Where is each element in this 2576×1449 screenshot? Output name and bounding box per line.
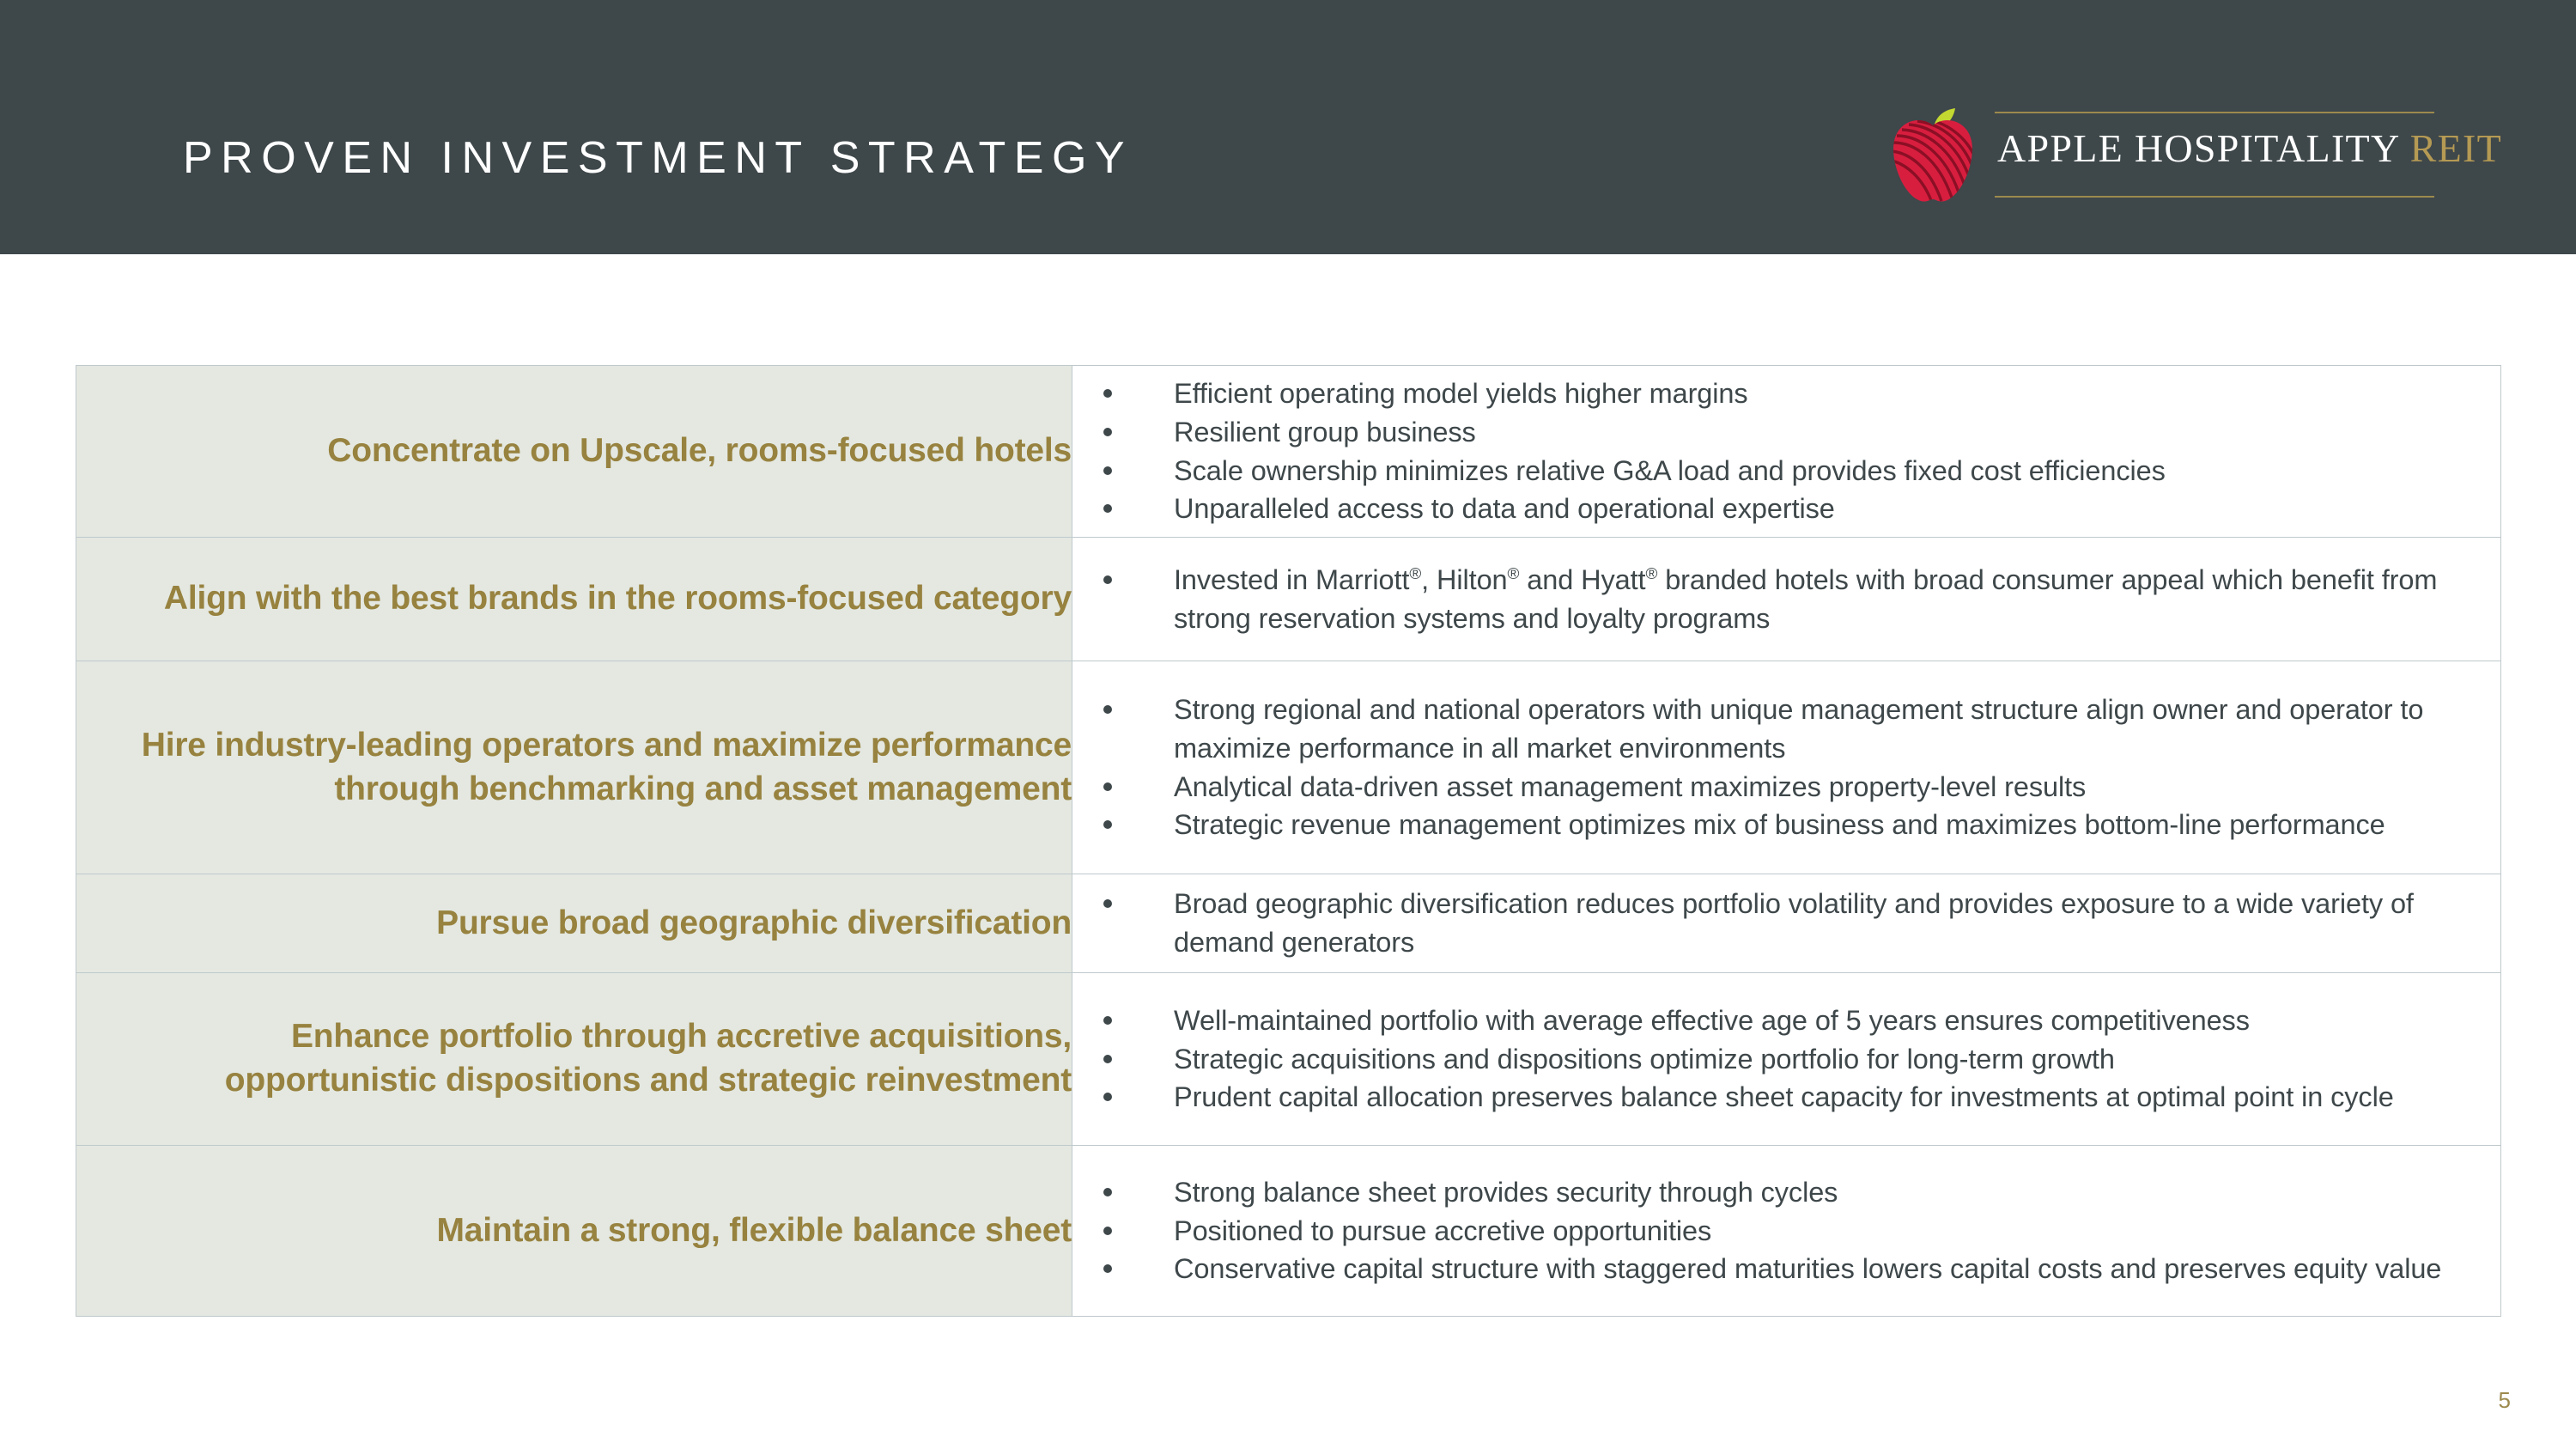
table-row [76,661,2501,874]
list-item: Unparalleled access to data and operational expertise [1072,490,2500,528]
strategy-label: Concentrate on Upscale, rooms-focused hotels [327,432,1072,470]
list-item: Strategic revenue management optimizes mix of business and maximizes bottom-line performance [1072,806,2500,844]
list-item: Conservative capital structure with staggered maturities lowers capital costs and preserves equity value [1072,1250,2500,1288]
list-item: Broad geographic diversification reduces portfolio volatility and provides exposure to a wide variety of demand generators [1072,885,2500,962]
points-list [1072,691,2500,844]
points-list [1072,561,2500,638]
apple-hospitality-reit-logo [1885,103,2502,204]
logo-text [1997,126,2502,170]
list-item: Positioned to pursue accretive opportunities [1072,1212,2500,1251]
list-item: Strong balance sheet provides security through cycles [1072,1173,2500,1212]
table-row [76,874,2501,973]
strategy-label-cell [76,973,1072,1146]
strategy-label-cell [76,538,1072,661]
table-row [76,366,2501,538]
strategy-label: Enhance portfolio through accretive acquisitions, opportunistic dispositions and strategic reinvestment [224,1018,1072,1099]
strategy-points-cell [1072,1146,2501,1317]
list-item: Resilient group business [1072,413,2500,452]
logo-reit-text: REIT [2409,126,2502,170]
points-list [1072,885,2500,962]
strategy-points-cell [1072,366,2501,538]
list-item: Strategic acquisitions and dispositions optimize portfolio for long-term growth [1072,1040,2500,1079]
points-list [1072,374,2500,528]
apple-logo-icon [1885,108,1981,204]
list-item: Prudent capital allocation preserves balance sheet capacity for investments at optimal point in cycle [1072,1078,2500,1117]
strategy-label: Hire industry-leading operators and maximize performance through benchmarking and asset management [141,726,1072,807]
strategy-label-cell [76,874,1072,973]
strategy-label: Align with the best brands in the rooms-focused category [163,580,1072,618]
strategy-points-cell [1072,973,2501,1146]
list-item: Strong regional and national operators with unique management structure align owner and operator to maximize performance in all market environments [1072,691,2500,768]
page-title: PROVEN INVESTMENT STRATEGY [183,133,1133,183]
logo-rule-bottom [1995,196,2434,198]
strategy-label-cell [76,661,1072,874]
points-list [1072,1002,2500,1117]
strategy-points-cell [1072,661,2501,874]
list-item: Analytical data-driven asset management maximizes property-level results [1072,768,2500,807]
table-row [76,973,2501,1146]
logo-rule-top [1995,112,2434,113]
list-item: Well-maintained portfolio with average effective age of 5 years ensures competitiveness [1072,1002,2500,1040]
list-item: Invested in Marriott®, Hilton® and Hyatt® branded hotels with broad consumer appeal which benefit from strong reservation systems and loyalty programs [1072,561,2500,638]
list-item: Scale ownership minimizes relative G&A load and provides fixed cost efficiencies [1072,452,2500,490]
logo-brand-text: APPLE HOSPITALITY [1997,126,2399,170]
strategy-label-cell [76,1146,1072,1317]
logo-wordmark [1995,107,2502,201]
strategy-label-cell [76,366,1072,538]
strategy-points-cell [1072,538,2501,661]
list-item: Efficient operating model yields higher margins [1072,374,2500,413]
table-row [76,538,2501,661]
strategy-points-cell [1072,874,2501,973]
strategy-label: Maintain a strong, flexible balance sheet [436,1211,1072,1249]
strategy-label: Pursue broad geographic diversification [436,904,1072,941]
page-number: 5 [2498,1387,2511,1413]
investment-strategy-table [76,365,2501,1317]
points-list [1072,1173,2500,1289]
table-row [76,1146,2501,1317]
